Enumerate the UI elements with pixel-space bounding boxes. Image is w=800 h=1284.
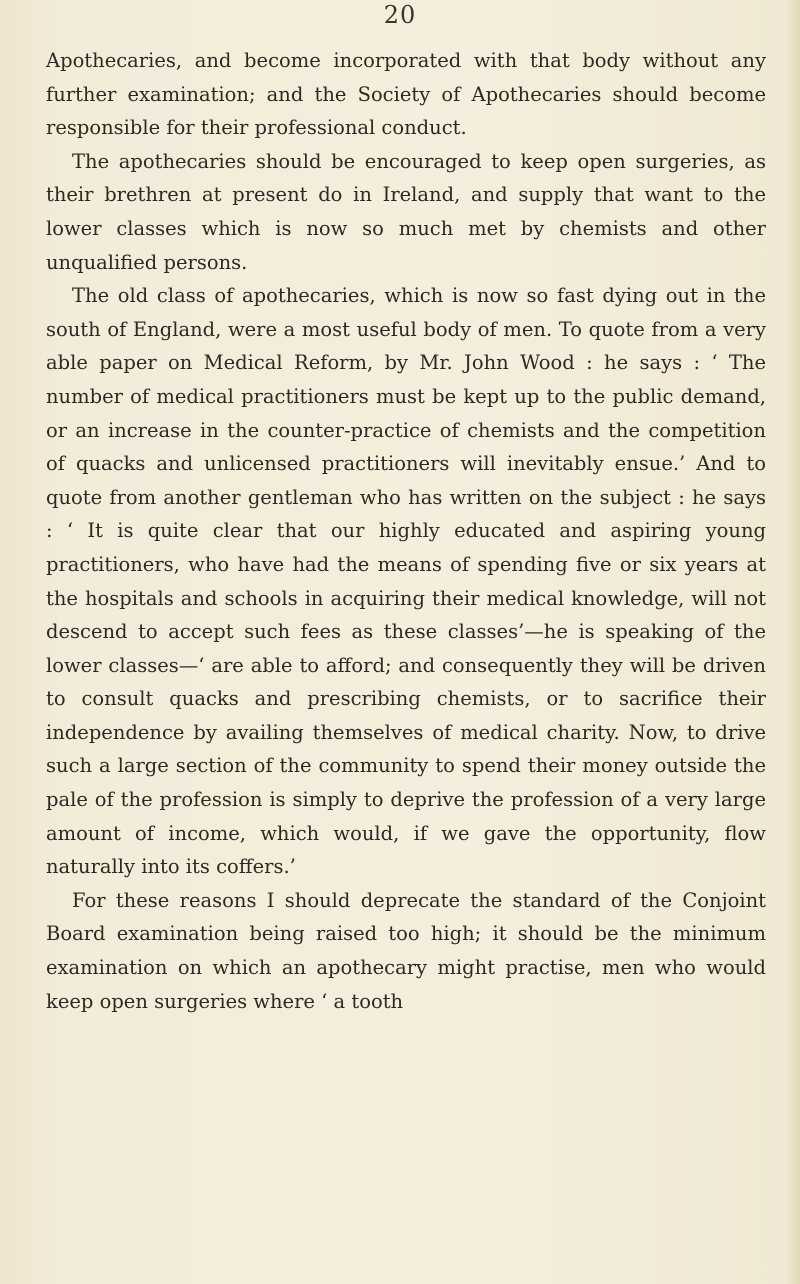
paragraph-old-apothecaries: The old class of apothecaries, which is now so fast dying out in the south of England, were a most useful body of men. To quote from a very able paper on Medical Reform, by Mr. John Wood : he says : ‘ The number of medical practitioners must be kept up to the public demand, or an increase in the counter-practice of chemists and the competition of quacks and unlicensed practitioners will inevitably ensue.’ And to quote from another gentleman who has written on the subject : he says : ‘ It is quite clear that our highly educated and aspiring young practitioners, who have had the means of spending five or six years at the hospitals and schools in acquiring their medical knowledge, will not descend to accept such fees as these classes’—he is speaking of the lower classes—‘ are able to afford; and consequently they will be driven to consult quacks and prescribing chemists, or to sacrifice their independence by availing themselves of medical charity. Now, to drive such a large section of the community to spend their money outside the pale of the profession is simply to deprive the profession of a very large amount of income, which would, if we gave the opportunity, flow naturally into its coffers.’ bbox=[46, 284, 766, 879]
paragraph-open-surgeries: The apothecaries should be encouraged to keep open surgeries, as their brethren at present do in Ireland, and supply that want to the lower classes which is now so much met by chemists and other unqualified persons. bbox=[46, 149, 766, 274]
paragraph-conjoint-board: For these reasons I should deprecate the standard of the Conjoint Board examination being raised too high; it should be the minimum examination on which an apothecary might practise, men who would keep open surgeries where ‘ a tooth bbox=[46, 888, 766, 1013]
body-text bbox=[46, 44, 766, 1018]
page-number: 20 bbox=[383, 1, 417, 29]
paragraph-continued: Apothecaries, and become incorporated with that body without any further examination; and the Society of Apothecaries should become responsible for their professional conduct. bbox=[46, 49, 766, 140]
page-edge bbox=[786, 0, 800, 1284]
